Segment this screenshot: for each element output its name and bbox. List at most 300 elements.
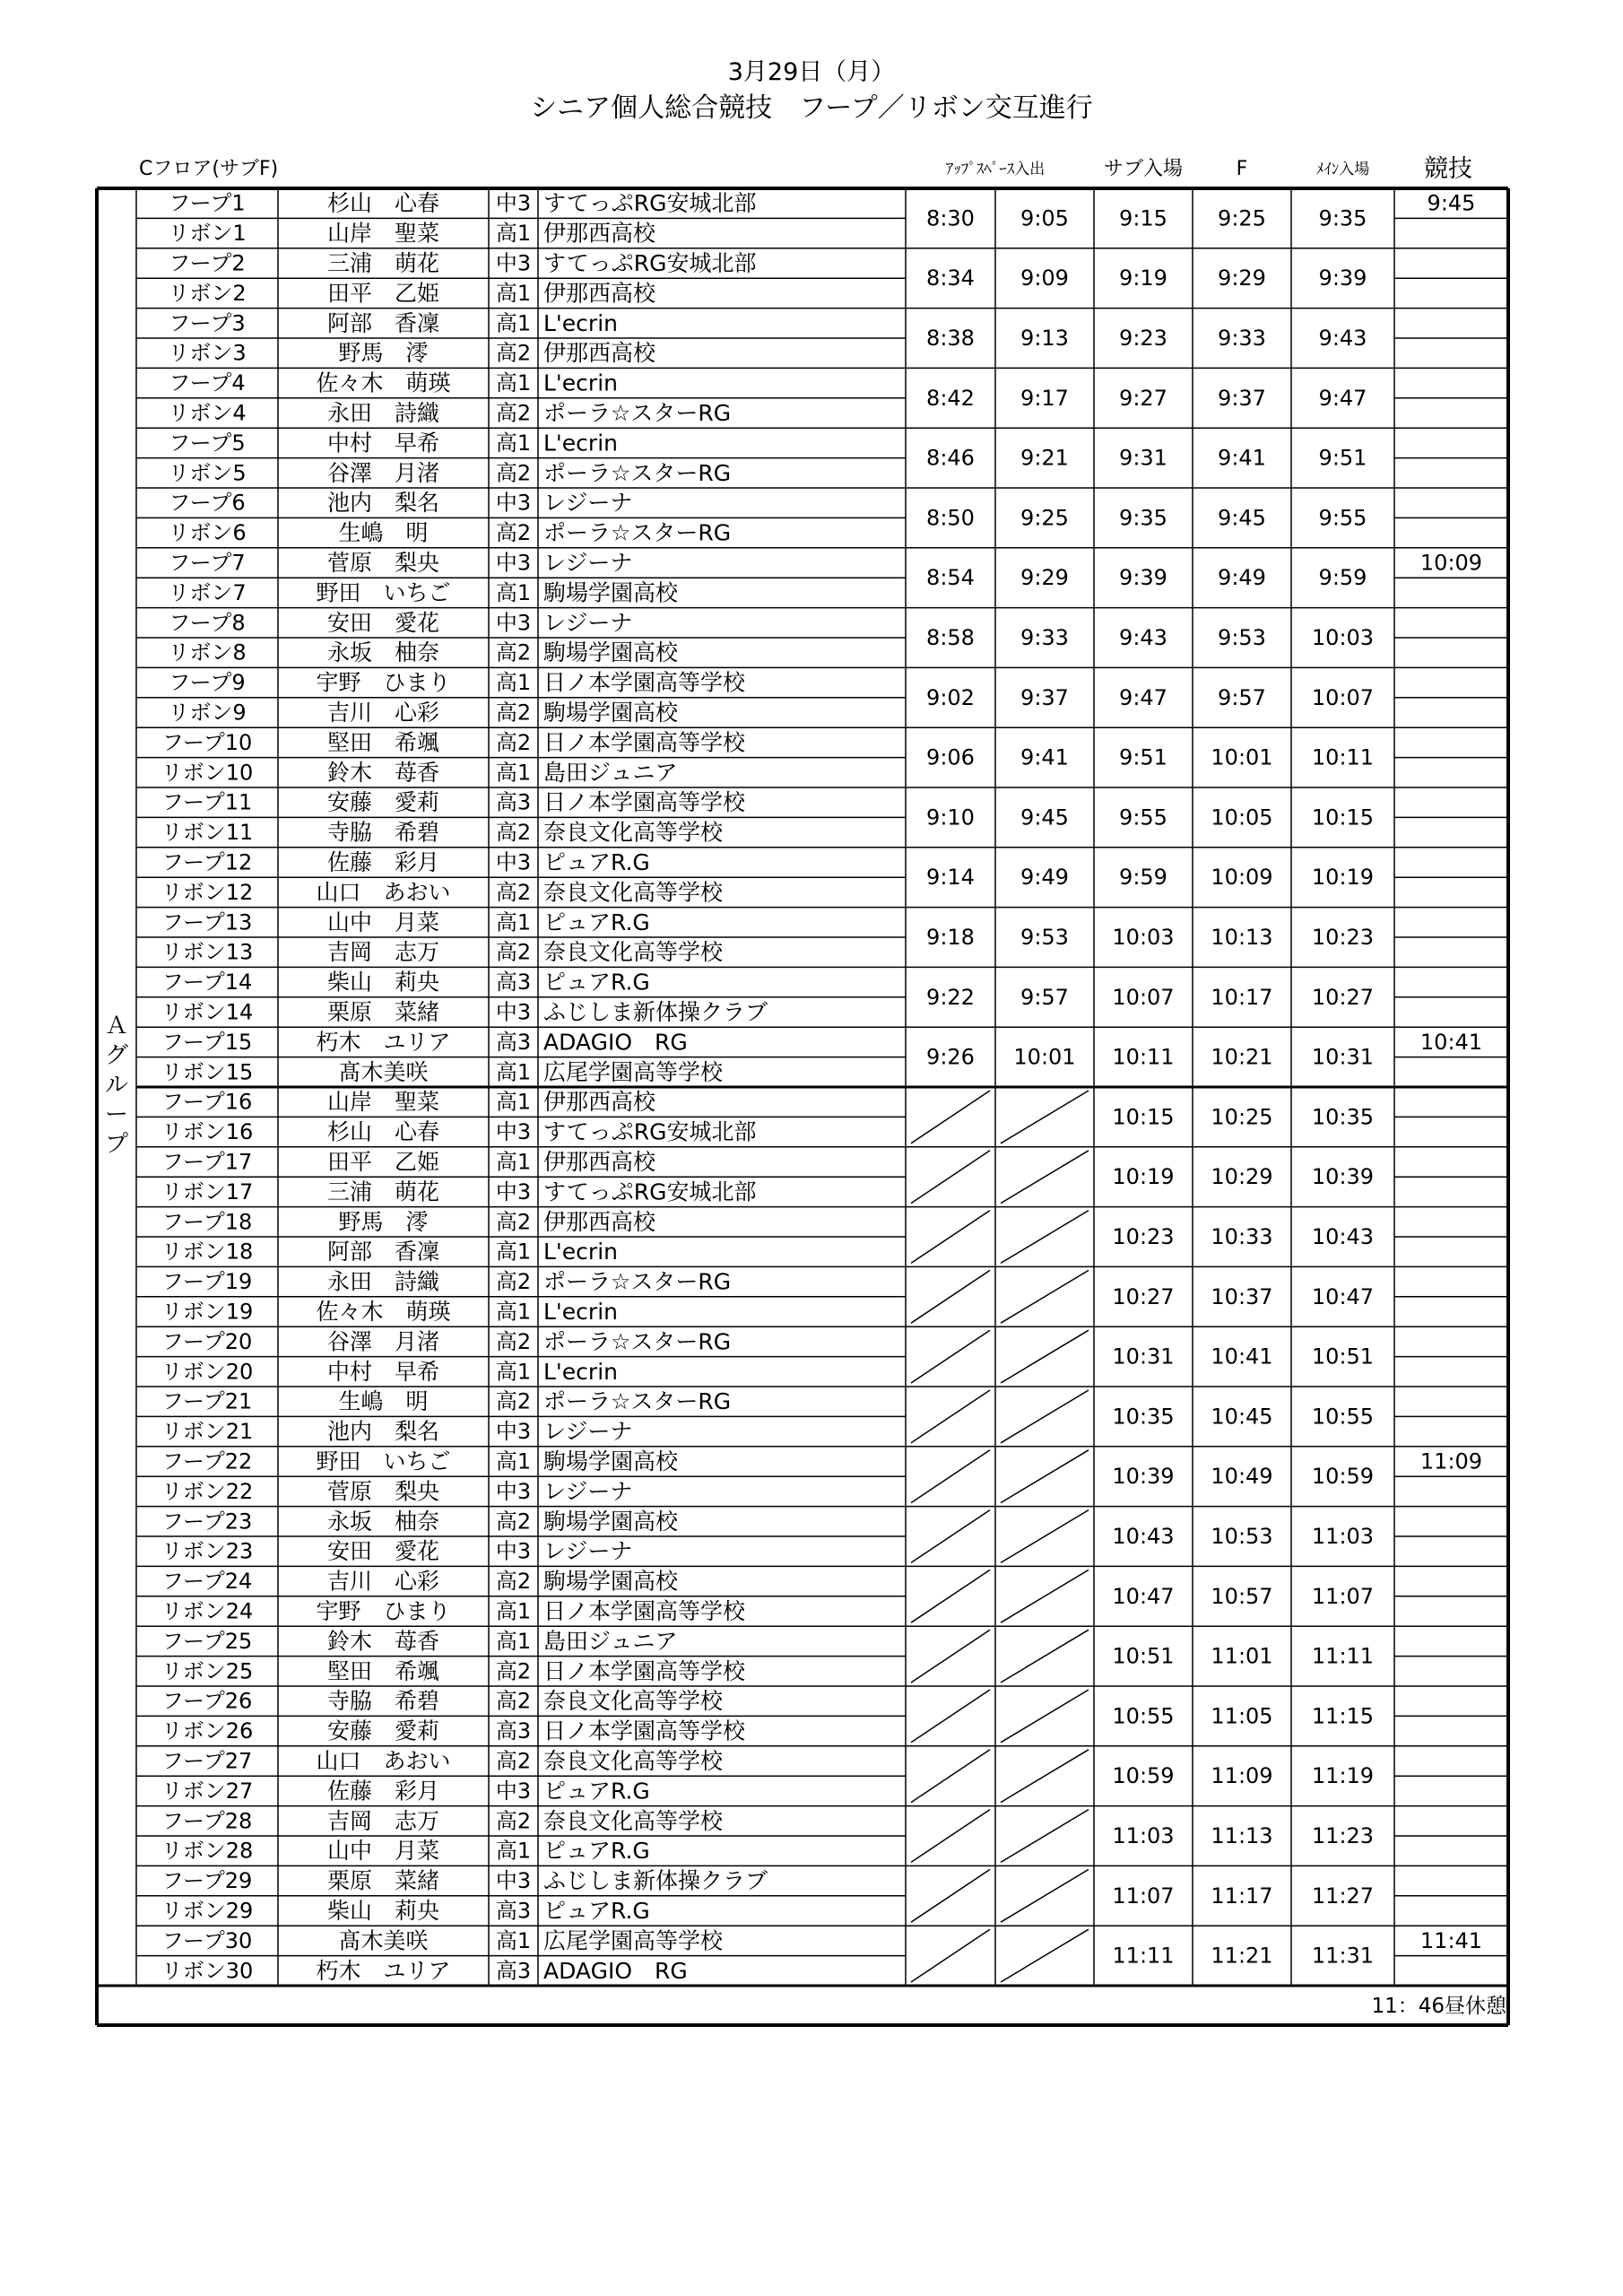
event-label: リボン8 <box>168 639 247 665</box>
empty-cell-slash <box>911 1869 990 1922</box>
athlete-grade: 中3 <box>495 1538 532 1564</box>
main-entry-time: 11:07 <box>1311 1583 1375 1609</box>
header-competition: 競技 <box>1424 155 1472 183</box>
f-time: 10:25 <box>1211 1104 1273 1130</box>
sub-entry-time: 9:55 <box>1119 804 1167 831</box>
athlete-grade: 高1 <box>495 1089 532 1115</box>
athlete-club: 日ノ本学園高等学校 <box>543 729 746 756</box>
athlete-grade: 高1 <box>495 670 532 696</box>
upspace-out-time: 10:01 <box>1013 1044 1076 1070</box>
event-label: リボン11 <box>161 820 254 846</box>
athlete-grade: 高2 <box>495 729 532 755</box>
athlete-name: 吉岡 志万 <box>326 1807 440 1834</box>
empty-cell-slash <box>911 1091 990 1144</box>
event-label: リボン14 <box>161 999 254 1025</box>
event-label: リボン25 <box>161 1658 254 1684</box>
f-time: 9:33 <box>1218 326 1266 351</box>
f-time: 10:17 <box>1211 984 1273 1010</box>
event-label: リボン29 <box>161 1898 254 1924</box>
sub-entry-time: 10:07 <box>1112 984 1175 1010</box>
f-time: 11:21 <box>1211 1943 1273 1969</box>
sub-entry-time: 10:23 <box>1112 1224 1175 1249</box>
athlete-name: 生嶋 明 <box>338 1388 429 1415</box>
empty-cell-slash <box>1001 1450 1089 1503</box>
athlete-name: 菅原 梨央 <box>326 1478 440 1505</box>
athlete-name: 野田 いちご <box>316 1448 451 1474</box>
sub-entry-time: 10:35 <box>1112 1404 1175 1430</box>
event-label: リボン21 <box>161 1419 254 1445</box>
athlete-club: 日ノ本学園高等学校 <box>543 1718 746 1744</box>
f-time: 9:49 <box>1218 565 1266 591</box>
empty-cell-slash <box>1001 1211 1089 1264</box>
athlete-name: 佐藤 彩月 <box>326 1778 440 1805</box>
athlete-club: ピュアR.G <box>543 1898 650 1924</box>
athlete-club: L'ecrin <box>543 309 618 336</box>
athlete-grade: 中3 <box>495 490 532 516</box>
athlete-name: 安藤 愛莉 <box>326 789 440 816</box>
athlete-name: 生嶋 明 <box>338 519 429 546</box>
athlete-name: 中村 早希 <box>326 430 440 457</box>
athlete-club: ピュアR.G <box>543 909 650 935</box>
athlete-grade: 中3 <box>495 1478 532 1504</box>
athlete-club: 駒場学園高校 <box>543 700 679 726</box>
athlete-grade: 高1 <box>495 370 532 396</box>
event-label: フープ16 <box>161 1089 253 1115</box>
athlete-grade: 中3 <box>495 550 532 576</box>
upspace-out-time: 9:57 <box>1020 984 1069 1010</box>
athlete-grade: 高2 <box>495 1748 532 1774</box>
athlete-club: 奈良文化高等学校 <box>543 1688 724 1715</box>
athlete-club: 伊那西高校 <box>543 1149 656 1175</box>
athlete-name: 柴山 莉央 <box>326 969 440 996</box>
athlete-grade: 中3 <box>495 1778 532 1804</box>
event-label: リボン10 <box>161 760 254 786</box>
athlete-name: 吉川 心彩 <box>326 1568 440 1595</box>
athlete-name: 阿部 香凜 <box>326 1239 440 1265</box>
f-time: 10:33 <box>1211 1224 1273 1249</box>
athlete-club: ポーラ☆スターRG <box>543 1388 732 1415</box>
main-entry-time: 10:59 <box>1311 1464 1375 1490</box>
f-time: 10:37 <box>1211 1283 1273 1309</box>
empty-cell-slash <box>911 1510 990 1563</box>
athlete-grade: 高1 <box>495 280 532 306</box>
athlete-grade: 高1 <box>495 909 532 935</box>
empty-cell-slash <box>911 1450 990 1503</box>
athlete-name: 永田 詩織 <box>326 400 440 426</box>
athlete-club: 島田ジュニア <box>543 1628 678 1655</box>
f-time: 9:45 <box>1218 505 1266 531</box>
athlete-name: 朽木 ユリア <box>316 1957 451 1984</box>
athlete-club: 駒場学園高校 <box>543 579 679 606</box>
athlete-name: 佐藤 彩月 <box>326 849 440 875</box>
f-time: 11:05 <box>1211 1703 1273 1729</box>
sub-entry-time: 9:15 <box>1119 205 1167 231</box>
f-time: 10:01 <box>1211 744 1273 770</box>
upspace-out-time: 9:45 <box>1020 804 1069 831</box>
upspace-in-time: 9:02 <box>926 684 975 710</box>
sub-entry-time: 10:27 <box>1112 1283 1175 1309</box>
f-time: 11:17 <box>1211 1883 1273 1909</box>
athlete-grade: 高1 <box>495 221 532 247</box>
upspace-out-time: 9:09 <box>1020 265 1069 291</box>
athlete-name: 堅田 希颯 <box>326 1657 440 1684</box>
main-entry-time: 11:31 <box>1311 1943 1375 1969</box>
empty-cell-slash <box>1001 1929 1089 1982</box>
athlete-grade: 高3 <box>495 1718 532 1744</box>
f-time: 10:05 <box>1211 804 1273 831</box>
athlete-club: ピュアR.G <box>543 1778 650 1805</box>
event-label: リボン4 <box>168 400 247 426</box>
athlete-name: 菅原 梨央 <box>326 550 440 576</box>
athlete-club: ポーラ☆スターRG <box>543 459 732 486</box>
upspace-out-time: 9:21 <box>1020 445 1069 471</box>
athlete-grade: 高1 <box>495 1059 532 1085</box>
event-label: リボン26 <box>161 1718 254 1744</box>
athlete-grade: 高2 <box>495 1269 532 1295</box>
main-entry-time: 10:43 <box>1311 1224 1375 1249</box>
athlete-club: すてっぷRG安城北部 <box>543 250 757 276</box>
floor-label: Cフロア(サブF) <box>139 158 279 180</box>
event-label: リボン24 <box>161 1598 254 1624</box>
athlete-name: 安田 愛花 <box>326 1538 440 1565</box>
empty-cell-slash <box>1001 1869 1089 1922</box>
empty-cell-slash <box>1001 1390 1089 1443</box>
athlete-grade: 高1 <box>495 430 532 456</box>
athlete-club: 駒場学園高校 <box>543 639 679 666</box>
sub-entry-time: 9:59 <box>1119 865 1167 891</box>
athlete-grade: 中3 <box>495 250 532 276</box>
athlete-grade: 高1 <box>495 1299 532 1325</box>
athlete-club: すてっぷRG安城北部 <box>543 1178 757 1205</box>
athlete-grade: 中3 <box>495 1119 532 1145</box>
athlete-name: 安田 愛花 <box>326 609 440 636</box>
f-time: 11:13 <box>1211 1823 1273 1848</box>
sub-entry-time: 9:39 <box>1119 565 1167 591</box>
main-entry-time: 11:15 <box>1311 1703 1375 1729</box>
event-label: フープ25 <box>161 1628 253 1654</box>
upspace-out-time: 9:13 <box>1020 326 1069 351</box>
event-label: リボン22 <box>161 1478 254 1504</box>
event-label: リボン19 <box>161 1299 254 1325</box>
upspace-in-time: 9:10 <box>926 804 975 831</box>
athlete-name: 山中 月菜 <box>326 909 440 935</box>
f-time: 9:37 <box>1218 385 1266 411</box>
empty-cell-slash <box>1001 1810 1089 1863</box>
sub-entry-time: 9:47 <box>1119 684 1167 710</box>
athlete-club: L'ecrin <box>543 1358 618 1385</box>
athlete-name: 髙木美咲 <box>338 1058 429 1085</box>
sub-entry-time: 10:47 <box>1112 1583 1175 1609</box>
empty-cell-slash <box>1001 1510 1089 1563</box>
athlete-grade: 高1 <box>495 1149 532 1175</box>
athlete-name: 田平 乙姫 <box>326 280 440 307</box>
competition-start-time: 10:41 <box>1419 1029 1483 1055</box>
main-entry-time: 10:39 <box>1311 1164 1375 1190</box>
sub-entry-time: 10:03 <box>1112 925 1175 950</box>
upspace-in-time: 8:46 <box>926 445 975 471</box>
athlete-grade: 高2 <box>495 1658 532 1684</box>
event-label: フープ26 <box>161 1688 253 1714</box>
event-label: フープ12 <box>161 849 253 875</box>
empty-cell-slash <box>911 1810 990 1863</box>
athlete-club: 日ノ本学園高等学校 <box>543 789 746 816</box>
f-time: 9:57 <box>1218 684 1266 710</box>
event-label: フープ18 <box>161 1209 253 1235</box>
athlete-club: ピュアR.G <box>543 1838 650 1865</box>
event-label: リボン2 <box>168 280 247 306</box>
athlete-club: 奈良文化高等学校 <box>543 1748 724 1774</box>
athlete-grade: 高1 <box>495 760 532 786</box>
empty-cell-slash <box>1001 1630 1089 1683</box>
athlete-grade: 中3 <box>495 1868 532 1894</box>
upspace-in-time: 8:50 <box>926 505 975 531</box>
athlete-club: レジーナ <box>543 1418 633 1445</box>
athlete-name: 山口 あおい <box>316 1748 451 1774</box>
athlete-name: 吉岡 志万 <box>326 939 440 966</box>
f-time: 11:09 <box>1211 1763 1273 1789</box>
athlete-club: 駒場学園高校 <box>543 1568 679 1595</box>
upspace-in-time: 8:42 <box>926 385 975 411</box>
athlete-name: 永坂 柚奈 <box>326 639 440 666</box>
athlete-club: ふじしま新体操クラブ <box>543 1867 768 1894</box>
athlete-name: 鈴木 苺香 <box>326 1628 440 1655</box>
athlete-name: 栗原 菜緒 <box>326 999 440 1025</box>
sub-entry-time: 10:15 <box>1112 1104 1175 1130</box>
event-label: フープ4 <box>169 370 246 396</box>
sub-entry-time: 9:27 <box>1119 385 1167 411</box>
main-entry-time: 10:55 <box>1311 1404 1375 1430</box>
event-label: フープ3 <box>169 310 246 336</box>
athlete-grade: 高1 <box>495 1239 532 1265</box>
main-entry-time: 9:35 <box>1318 205 1367 231</box>
sub-entry-time: 11:03 <box>1112 1823 1175 1848</box>
empty-cell-slash <box>911 1151 990 1204</box>
athlete-club: ピュアR.G <box>543 969 650 996</box>
athlete-name: 谷澤 月渚 <box>326 459 440 486</box>
event-label: フープ17 <box>161 1149 253 1175</box>
athlete-grade: 高2 <box>495 1209 532 1235</box>
f-time: 10:13 <box>1211 925 1273 950</box>
sub-entry-time: 10:55 <box>1112 1703 1175 1729</box>
athlete-grade: 高1 <box>495 1927 532 1953</box>
athlete-name: 堅田 希颯 <box>326 729 440 756</box>
athlete-club: レジーナ <box>543 1538 633 1565</box>
athlete-name: 鈴木 苺香 <box>326 759 440 786</box>
athlete-club: 駒場学園高校 <box>543 1448 679 1474</box>
upspace-in-time: 9:18 <box>926 925 975 950</box>
upspace-in-time: 8:30 <box>926 205 975 231</box>
athlete-grade: 高1 <box>495 1838 532 1864</box>
header-f: F <box>1236 158 1248 180</box>
f-time: 9:41 <box>1218 445 1266 471</box>
athlete-grade: 中3 <box>495 999 532 1025</box>
empty-cell-slash <box>1001 1091 1089 1144</box>
sub-entry-time: 11:07 <box>1112 1883 1175 1909</box>
event-label: フープ27 <box>161 1748 253 1774</box>
event-label: フープ6 <box>169 490 246 516</box>
athlete-club: 奈良文化高等学校 <box>543 939 724 966</box>
athlete-club: レジーナ <box>543 609 633 636</box>
empty-cell-slash <box>911 1330 990 1383</box>
athlete-grade: 中3 <box>495 849 532 875</box>
athlete-grade: 高1 <box>495 1598 532 1624</box>
athlete-club: ふじしま新体操クラブ <box>543 999 768 1025</box>
empty-cell-slash <box>1001 1690 1089 1743</box>
event-label: リボン30 <box>161 1958 254 1984</box>
main-entry-time: 10:07 <box>1311 684 1375 710</box>
upspace-out-time: 9:53 <box>1020 925 1069 950</box>
athlete-name: 野田 いちご <box>316 579 451 606</box>
f-time: 10:41 <box>1211 1344 1273 1370</box>
event-label: フープ22 <box>161 1448 253 1474</box>
sub-entry-time: 10:39 <box>1112 1464 1175 1490</box>
athlete-club: 伊那西高校 <box>543 1089 656 1116</box>
empty-cell-slash <box>911 1570 990 1622</box>
athlete-club: 伊那西高校 <box>543 340 656 367</box>
event-label: リボン12 <box>161 879 254 905</box>
main-entry-time: 10:27 <box>1311 984 1375 1010</box>
athlete-club: 伊那西高校 <box>543 280 656 307</box>
event-label: リボン1 <box>168 221 247 247</box>
athlete-name: 宇野 ひまり <box>316 669 451 696</box>
athlete-name: 池内 梨名 <box>326 490 440 517</box>
athlete-club: ADAGIO RG <box>543 1029 688 1056</box>
athlete-name: 永田 詩織 <box>326 1268 440 1295</box>
event-label: リボン20 <box>161 1359 254 1385</box>
competition-start-time: 9:45 <box>1427 190 1476 216</box>
f-time: 9:29 <box>1218 265 1266 291</box>
sub-entry-time: 9:23 <box>1119 326 1167 351</box>
athlete-club: 広尾学園高等学校 <box>543 1058 724 1085</box>
lunch-break-note: 11：46昼休憩 <box>1371 1995 1506 2018</box>
upspace-in-time: 8:58 <box>926 625 975 650</box>
event-label: フープ29 <box>161 1868 253 1894</box>
sub-entry-time: 10:51 <box>1112 1643 1175 1669</box>
competition-start-time: 11:41 <box>1419 1927 1483 1953</box>
athlete-grade: 中3 <box>495 1419 532 1445</box>
upspace-out-time: 9:41 <box>1020 744 1069 770</box>
upspace-in-time: 9:14 <box>926 865 975 891</box>
event-label: フープ23 <box>161 1509 253 1535</box>
athlete-name: 宇野 ひまり <box>316 1598 451 1624</box>
athlete-grade: 高3 <box>495 1029 532 1055</box>
athlete-grade: 高2 <box>495 639 532 665</box>
athlete-grade: 高3 <box>495 970 532 996</box>
athlete-club: L'ecrin <box>543 1239 618 1265</box>
athlete-name: 寺脇 希碧 <box>326 819 440 846</box>
athlete-name: 永坂 柚奈 <box>326 1508 440 1535</box>
athlete-name: 栗原 菜緒 <box>326 1867 440 1894</box>
athlete-name: 朽木 ユリア <box>316 1029 451 1056</box>
athlete-grade: 高1 <box>495 579 532 605</box>
main-entry-time: 11:23 <box>1311 1823 1375 1848</box>
sub-entry-time: 10:19 <box>1112 1164 1175 1190</box>
event-label: リボン13 <box>161 939 254 965</box>
athlete-name: 佐々木 萌瑛 <box>316 1299 451 1325</box>
event-label: フープ14 <box>161 970 253 996</box>
athlete-club: L'ecrin <box>543 430 618 457</box>
event-label: フープ19 <box>161 1269 253 1295</box>
upspace-out-time: 9:33 <box>1020 625 1069 650</box>
f-time: 10:29 <box>1211 1164 1273 1190</box>
empty-cell-slash <box>1001 1570 1089 1622</box>
main-entry-time: 10:47 <box>1311 1283 1375 1309</box>
main-entry-time: 10:31 <box>1311 1044 1375 1070</box>
athlete-club: すてっぷRG安城北部 <box>543 190 757 217</box>
sub-entry-time: 9:35 <box>1119 505 1167 531</box>
athlete-club: ポーラ☆スターRG <box>543 519 732 546</box>
event-label: リボン18 <box>161 1239 254 1265</box>
athlete-grade: 高2 <box>495 460 532 486</box>
header-upspace: ｱｯﾌﾟｽﾍﾟｰｽ入出 <box>945 161 1046 178</box>
empty-cell-slash <box>1001 1270 1089 1323</box>
event-label: フープ9 <box>169 670 246 696</box>
group-label: Ａ グ ル ー プ <box>104 1013 128 1158</box>
athlete-club: すてっぷRG安城北部 <box>543 1118 757 1145</box>
athlete-grade: 高3 <box>495 1898 532 1924</box>
main-entry-time: 9:43 <box>1318 326 1367 351</box>
event-label: リボン5 <box>168 460 247 486</box>
event-label: リボン17 <box>161 1178 254 1205</box>
upspace-out-time: 9:05 <box>1020 205 1069 231</box>
athlete-name: 三浦 萌花 <box>326 1178 440 1205</box>
athlete-name: 杉山 心春 <box>326 190 440 217</box>
athlete-club: 伊那西高校 <box>543 1208 656 1235</box>
upspace-out-time: 9:17 <box>1020 385 1069 411</box>
athlete-grade: 高2 <box>495 1808 532 1834</box>
athlete-grade: 高2 <box>495 1569 532 1595</box>
event-label: リボン28 <box>161 1838 254 1864</box>
event-label: フープ13 <box>161 909 253 935</box>
competition-start-time: 10:09 <box>1419 550 1483 576</box>
f-time: 10:57 <box>1211 1583 1273 1609</box>
athlete-club: 日ノ本学園高等学校 <box>543 669 746 696</box>
sub-entry-time: 11:11 <box>1112 1943 1175 1969</box>
athlete-grade: 高2 <box>495 820 532 846</box>
f-time: 9:25 <box>1218 205 1266 231</box>
upspace-in-time: 9:26 <box>926 1044 975 1070</box>
athlete-name: 阿部 香凜 <box>326 309 440 336</box>
upspace-in-time: 9:06 <box>926 744 975 770</box>
f-time: 10:09 <box>1211 865 1273 891</box>
event-label: リボン7 <box>168 579 247 605</box>
main-entry-time: 10:23 <box>1311 925 1375 950</box>
athlete-grade: 高1 <box>495 1448 532 1474</box>
upspace-in-time: 9:22 <box>926 984 975 1010</box>
event-label: フープ15 <box>161 1029 253 1055</box>
athlete-club: 広尾学園高等学校 <box>543 1927 724 1954</box>
athlete-club: 駒場学園高校 <box>543 1508 679 1535</box>
athlete-name: 髙木美咲 <box>338 1927 429 1954</box>
athlete-grade: 高1 <box>495 1359 532 1385</box>
event-label: フープ20 <box>161 1328 253 1354</box>
event-label: フープ7 <box>169 550 246 576</box>
f-time: 10:53 <box>1211 1524 1273 1549</box>
main-entry-time: 11:11 <box>1311 1643 1375 1669</box>
athlete-club: 奈良文化高等学校 <box>543 879 724 906</box>
f-time: 11:01 <box>1211 1643 1273 1669</box>
upspace-out-time: 9:49 <box>1020 865 1069 891</box>
f-time: 10:49 <box>1211 1464 1273 1490</box>
sub-entry-time: 9:31 <box>1119 445 1167 471</box>
athlete-name: 山口 あおい <box>316 879 451 906</box>
empty-cell-slash <box>911 1270 990 1323</box>
athlete-club: ポーラ☆スターRG <box>543 1268 732 1295</box>
athlete-club: 奈良文化高等学校 <box>543 819 724 846</box>
athlete-grade: 高2 <box>495 939 532 965</box>
athlete-grade: 高1 <box>495 310 532 336</box>
athlete-grade: 高3 <box>495 1958 532 1984</box>
